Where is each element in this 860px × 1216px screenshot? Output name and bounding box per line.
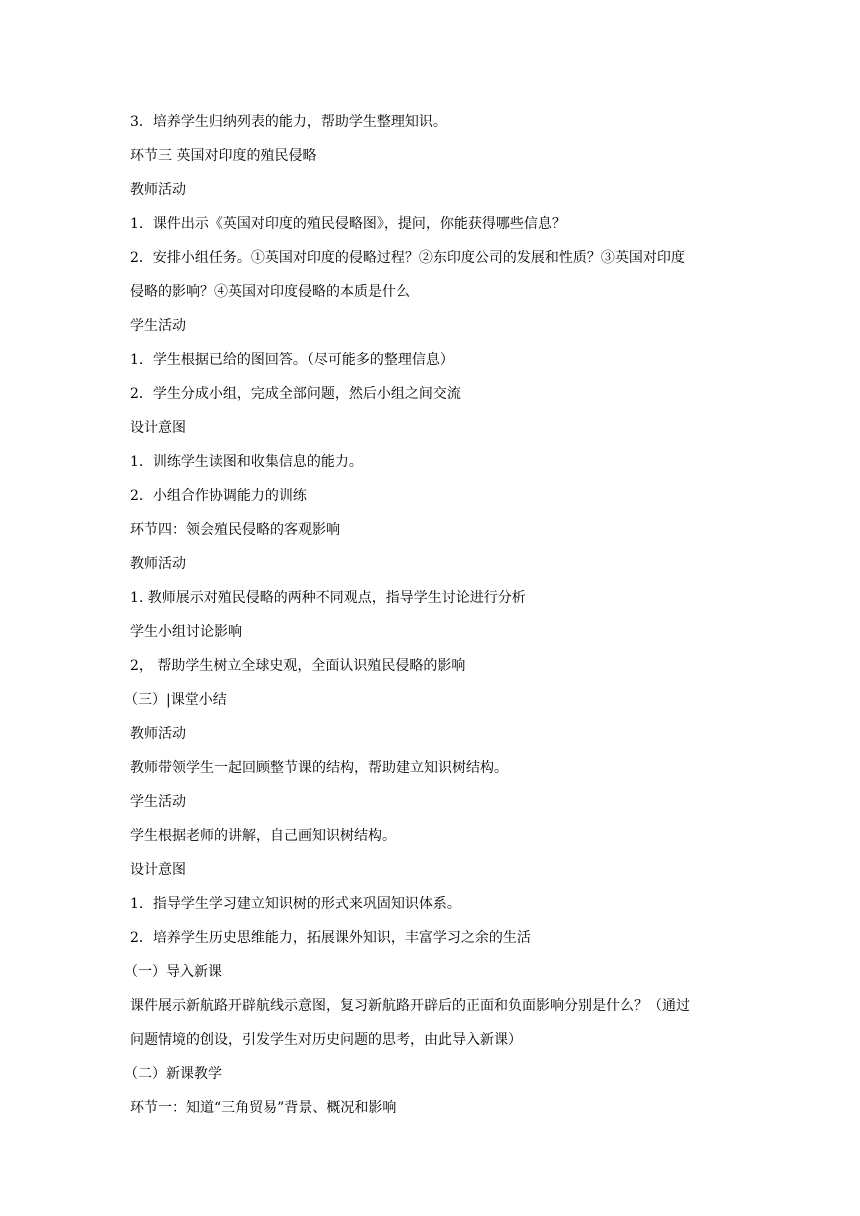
section-heading: 环节四：领会殖民侵略的客观影响	[130, 522, 340, 538]
subsection-label: 学生活动	[130, 318, 186, 334]
subsection-label: 学生活动	[130, 794, 186, 810]
text-line: 1．课件出示《英国对印度的殖民侵略图》，提问，你能获得哪些信息？	[130, 216, 566, 232]
text-line: 2．培养学生历史思维能力，拓展课外知识，丰富学习之余的生活	[130, 930, 531, 946]
subsection-label: 教师活动	[130, 182, 186, 198]
text-line: 1. 教师展示对殖民侵略的两种不同观点，指导学生讨论进行分析	[130, 590, 526, 606]
section-heading: 环节三 英国对印度的殖民侵略	[130, 148, 317, 164]
text-line: 侵略的影响？④英国对印度侵略的本质是什么	[130, 284, 410, 300]
text-line: 问题情境的创设，引发学生对历史问题的思考，由此导入新课）	[130, 1032, 522, 1048]
text-line: 2．安排小组任务。①英国对印度的侵略过程？②东印度公司的发展和性质？③英国对印度	[130, 250, 685, 266]
text-line: 1．学生根据已给的图回答。（尽可能多的整理信息）	[130, 352, 454, 368]
subsection-label: 教师活动	[130, 726, 186, 742]
text-line: 1．指导学生学习建立知识树的形式来巩固知识体系。	[130, 896, 461, 912]
text-line: 学生根据老师的讲解，自己画知识树结构。	[130, 828, 396, 844]
subsection-label: 设计意图	[130, 862, 186, 878]
text-line: 2．学生分成小组，完成全部问题，然后小组之间交流	[130, 386, 461, 402]
section-heading: 环节一：知道“三角贸易”背景、概况和影响	[130, 1100, 397, 1116]
section-heading: （一）导入新课	[124, 964, 222, 980]
text-line: 2．小组合作协调能力的训练	[130, 488, 307, 504]
text-line: 1．训练学生读图和收集信息的能力。	[130, 454, 363, 470]
section-heading: （三）|课堂小结	[124, 692, 227, 708]
text-line: 3．培养学生归纳列表的能力，帮助学生整理知识。	[130, 114, 447, 130]
text-line: 教师带领学生一起回顾整节课的结构，帮助建立知识树结构。	[130, 760, 508, 776]
text-line: 2， 帮助学生树立全球史观，全面认识殖民侵略的影响	[130, 658, 466, 674]
subsection-label: 学生小组讨论影响	[130, 624, 242, 640]
section-heading: （二）新课教学	[124, 1066, 222, 1082]
text-line: 课件展示新航路开辟航线示意图，复习新航路开辟后的正面和负面影响分别是什么？（通过	[130, 998, 690, 1014]
subsection-label: 设计意图	[130, 420, 186, 436]
subsection-label: 教师活动	[130, 556, 186, 572]
